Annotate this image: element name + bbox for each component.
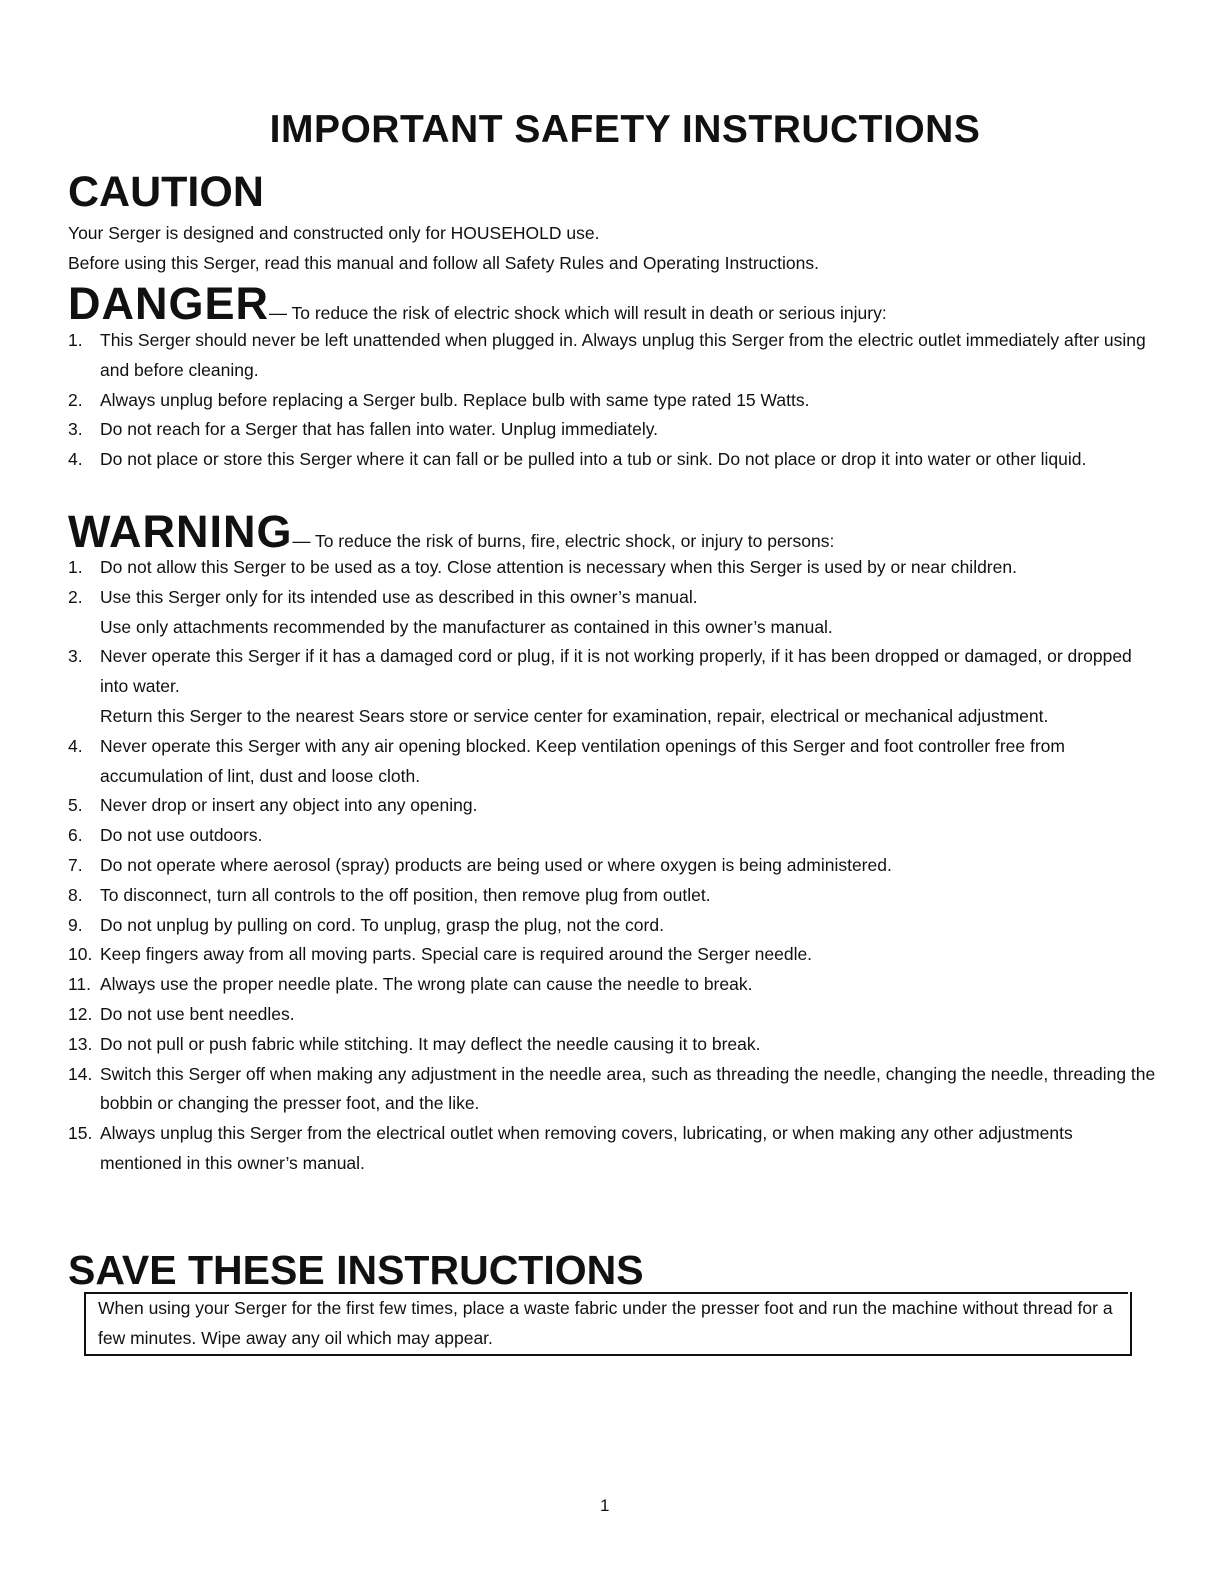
item-text: Do not unplug by pulling on cord. To unplug, grasp the plug, not the cord. — [100, 914, 664, 935]
item-number: 11. — [68, 974, 92, 995]
item-number: 15. — [68, 1123, 93, 1144]
item-text: Use this Serger only for its intended use as described in this owner’s manual. — [100, 586, 698, 607]
item-text: Do not pull or push fabric while stitching. It may deflect the needle causing it to break. — [100, 1033, 761, 1054]
warning-list-item — [68, 1119, 1158, 1179]
item-text: Always unplug before replacing a Serger bulb. Replace bulb with same type rated 15 Watts. — [100, 389, 810, 410]
warning-header — [68, 506, 1168, 558]
item-text: Never drop or insert any object into any opening. — [100, 795, 478, 816]
item-number: 6. — [68, 825, 83, 846]
warning-list-item — [68, 732, 1158, 792]
item-number: 1. — [68, 557, 83, 577]
warning-description: To reduce the risk of burns, fire, electric shock, or injury to persons: — [314, 531, 835, 551]
warning-list-item — [68, 940, 1158, 970]
item-number: 3. — [68, 646, 83, 667]
item-number: 7. — [68, 854, 83, 875]
item-number: 4. — [68, 449, 83, 470]
item-text: Do not use bent needles. — [100, 1003, 295, 1024]
item-text: Do not allow this Serger to be used as a toy. Close attention is necessary when this Serger is used by or near children. — [100, 557, 1017, 577]
danger-list — [68, 326, 1158, 475]
caution-heading: CAUTION — [68, 168, 264, 216]
item-number: 4. — [68, 735, 83, 756]
item-text: Keep fingers away from all moving parts. Special care is required around the Serger needle. — [100, 944, 813, 965]
danger-list-item — [68, 415, 1158, 445]
item-number: 8. — [68, 884, 83, 905]
danger-heading: DANGER — [68, 278, 270, 329]
note-box — [84, 1292, 1132, 1356]
item-number: 2. — [68, 389, 83, 410]
caution-line: Your Serger is designed and constructed only for HOUSEHOLD use. — [68, 223, 600, 243]
item-subtext: Return this Serger to the nearest Sears store or service center for examination, repair, electrical or mechanical adjustment. — [100, 705, 1049, 726]
warning-list-item — [68, 970, 1158, 1000]
warning-heading: WARNING — [68, 506, 293, 557]
item-text: To disconnect, turn all controls to the off position, then remove plug from outlet. — [100, 884, 711, 905]
warning-list-item — [68, 1000, 1158, 1030]
danger-header — [68, 278, 1168, 330]
danger-dash: — — [269, 303, 288, 323]
danger-description: To reduce the risk of electric shock which will result in death or serious injury: — [291, 303, 887, 323]
item-text: Switch this Serger off when making any adjustment in the needle area, such as threading the needle, changing the needle, threading the bobbin or changing the presser foot, and the like. — [100, 1063, 1156, 1114]
danger-list-item — [68, 386, 1158, 416]
item-text: Never operate this Serger if it has a damaged cord or plug, if it is not working properly, if it has been dropped or damaged, or dropped into water. — [100, 646, 1132, 697]
item-text: Do not reach for a Serger that has fallen into water. Unplug immediately. — [100, 419, 659, 440]
warning-list-item — [68, 851, 1158, 881]
note-text: When using your Serger for the first few times, place a waste fabric under the presser foot and run the machine without thread for a few minutes. Wipe away any oil which may appear. — [98, 1298, 1113, 1348]
warning-list-item — [68, 911, 1158, 941]
save-heading: SAVE THESE INSTRUCTIONS — [68, 1247, 644, 1293]
warning-list — [68, 553, 1158, 1179]
item-number: 3. — [68, 419, 83, 440]
caution-line: Before using this Serger, read this manual and follow all Safety Rules and Operating Instructions. — [68, 253, 819, 273]
item-number: 14. — [68, 1063, 93, 1084]
warning-dash: — — [292, 531, 311, 551]
warning-list-item — [68, 642, 1158, 731]
item-text: Always unplug this Serger from the electrical outlet when removing covers, lubricating, or when making any other adjustments mentioned in this owner’s manual. — [100, 1123, 1073, 1173]
page-title: IMPORTANT SAFETY INSTRUCTIONS — [269, 108, 981, 151]
item-text: Always use the proper needle plate. The wrong plate can cause the needle to break. — [100, 974, 753, 995]
danger-list-item — [68, 326, 1158, 386]
warning-list-item — [68, 1030, 1158, 1060]
item-number: 2. — [68, 586, 83, 607]
warning-list-item — [68, 821, 1158, 851]
item-number: 1. — [68, 330, 83, 350]
item-text: Do not operate where aerosol (spray) products are being used or where oxygen is being administered. — [100, 854, 892, 875]
item-number: 10. — [68, 944, 93, 965]
warning-list-item — [68, 791, 1158, 821]
warning-list-item — [68, 553, 1158, 583]
item-number: 12. — [68, 1003, 93, 1024]
item-number: 13. — [68, 1033, 93, 1054]
item-subtext: Use only attachments recommended by the manufacturer as contained in this owner’s manual. — [100, 616, 833, 637]
danger-list-item — [68, 445, 1158, 475]
warning-list-item — [68, 1060, 1158, 1120]
warning-list-item — [68, 583, 1158, 643]
item-text: Never operate this Serger with any air opening blocked. Keep ventilation openings of this Serger and foot controller free from accumulation of lint, dust and loose cloth. — [100, 735, 1065, 786]
item-number: 9. — [68, 914, 83, 935]
item-text: Do not use outdoors. — [100, 825, 263, 846]
page-number: 1 — [600, 1496, 610, 1515]
warning-list-item — [68, 881, 1158, 911]
caution-text — [68, 218, 1168, 278]
item-number: 5. — [68, 795, 83, 816]
item-text: Do not place or store this Serger where it can fall or be pulled into a tub or sink. Do not place or drop it into water or other liquid. — [100, 449, 1087, 470]
item-text: This Serger should never be left unattended when plugged in. Always unplug this Serger from the electric outlet immediately after using and before cleaning. — [100, 330, 1146, 380]
